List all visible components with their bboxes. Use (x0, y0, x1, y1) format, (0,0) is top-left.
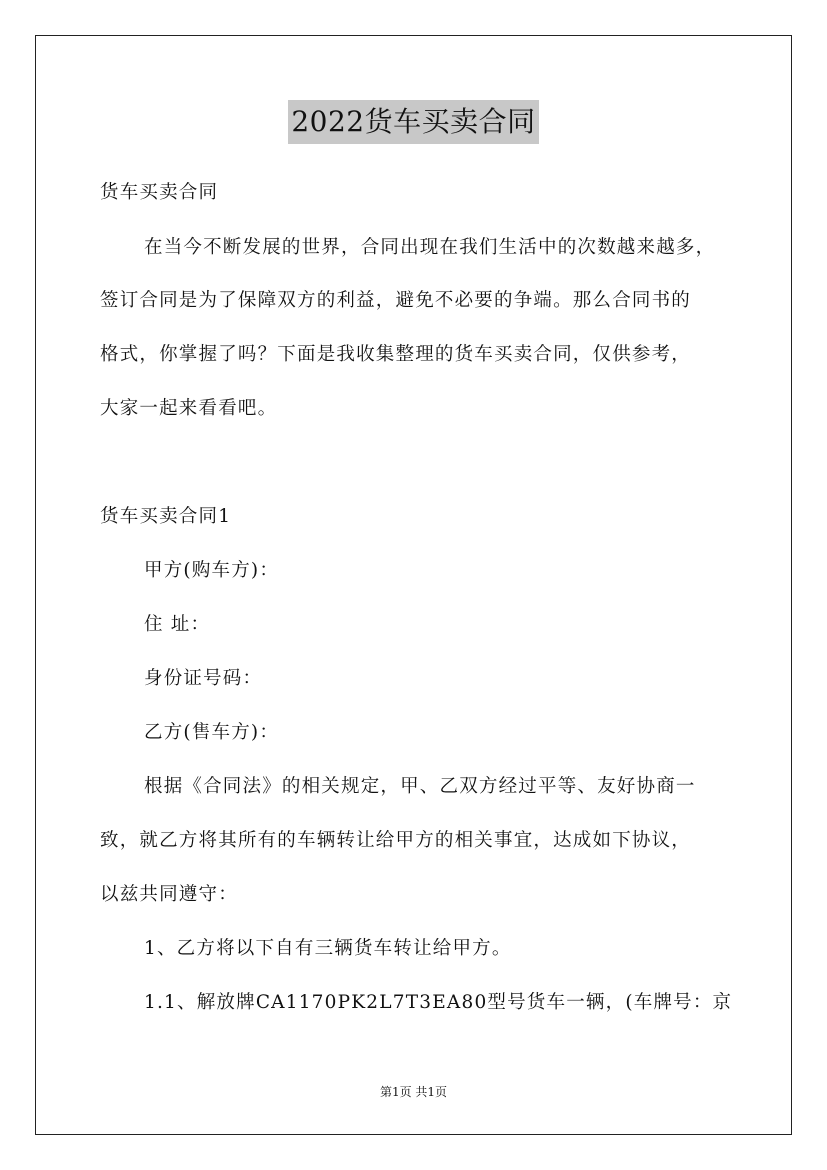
id-number-label: 身份证号码： (144, 668, 263, 689)
title-container (0, 100, 827, 144)
paragraph-line: 格式，你掌握了吗？下面是我收集整理的货车买卖合同，仅供参考， (100, 344, 692, 365)
clause-line: 1.1、解放牌CA1170PK2L7T3EA80型号货车一辆，(车牌号：京 (144, 992, 733, 1013)
party-b-label: 乙方(售车方)： (144, 722, 280, 743)
paragraph-line: 签订合同是为了保障双方的利益，避免不必要的争端。那么合同书的 (100, 290, 692, 311)
paragraph-line: 大家一起来看看吧。 (100, 398, 278, 419)
page-footer: 第1页 共1页 (379, 1085, 448, 1099)
paragraph-line: 在当今不断发展的世界，合同出现在我们生活中的次数越来越多， (144, 237, 716, 258)
party-a-label: 甲方(购车方)： (144, 560, 280, 581)
section-heading: 货车买卖合同 (100, 182, 219, 203)
document-title: 2022货车买卖合同 (288, 100, 538, 144)
paragraph-line: 致，就乙方将其所有的车辆转让给甲方的相关事宜，达成如下协议， (100, 830, 692, 851)
clause-line: 1、乙方将以下自有三辆货车转让给甲方。 (144, 938, 512, 959)
paragraph-line: 以兹共同遵守： (100, 884, 238, 905)
paragraph-line: 根据《合同法》的相关规定，甲、乙双方经过平等、友好协商一 (144, 776, 696, 797)
address-label: 住 址： (144, 614, 211, 635)
section-heading: 货车买卖合同1 (100, 506, 232, 527)
